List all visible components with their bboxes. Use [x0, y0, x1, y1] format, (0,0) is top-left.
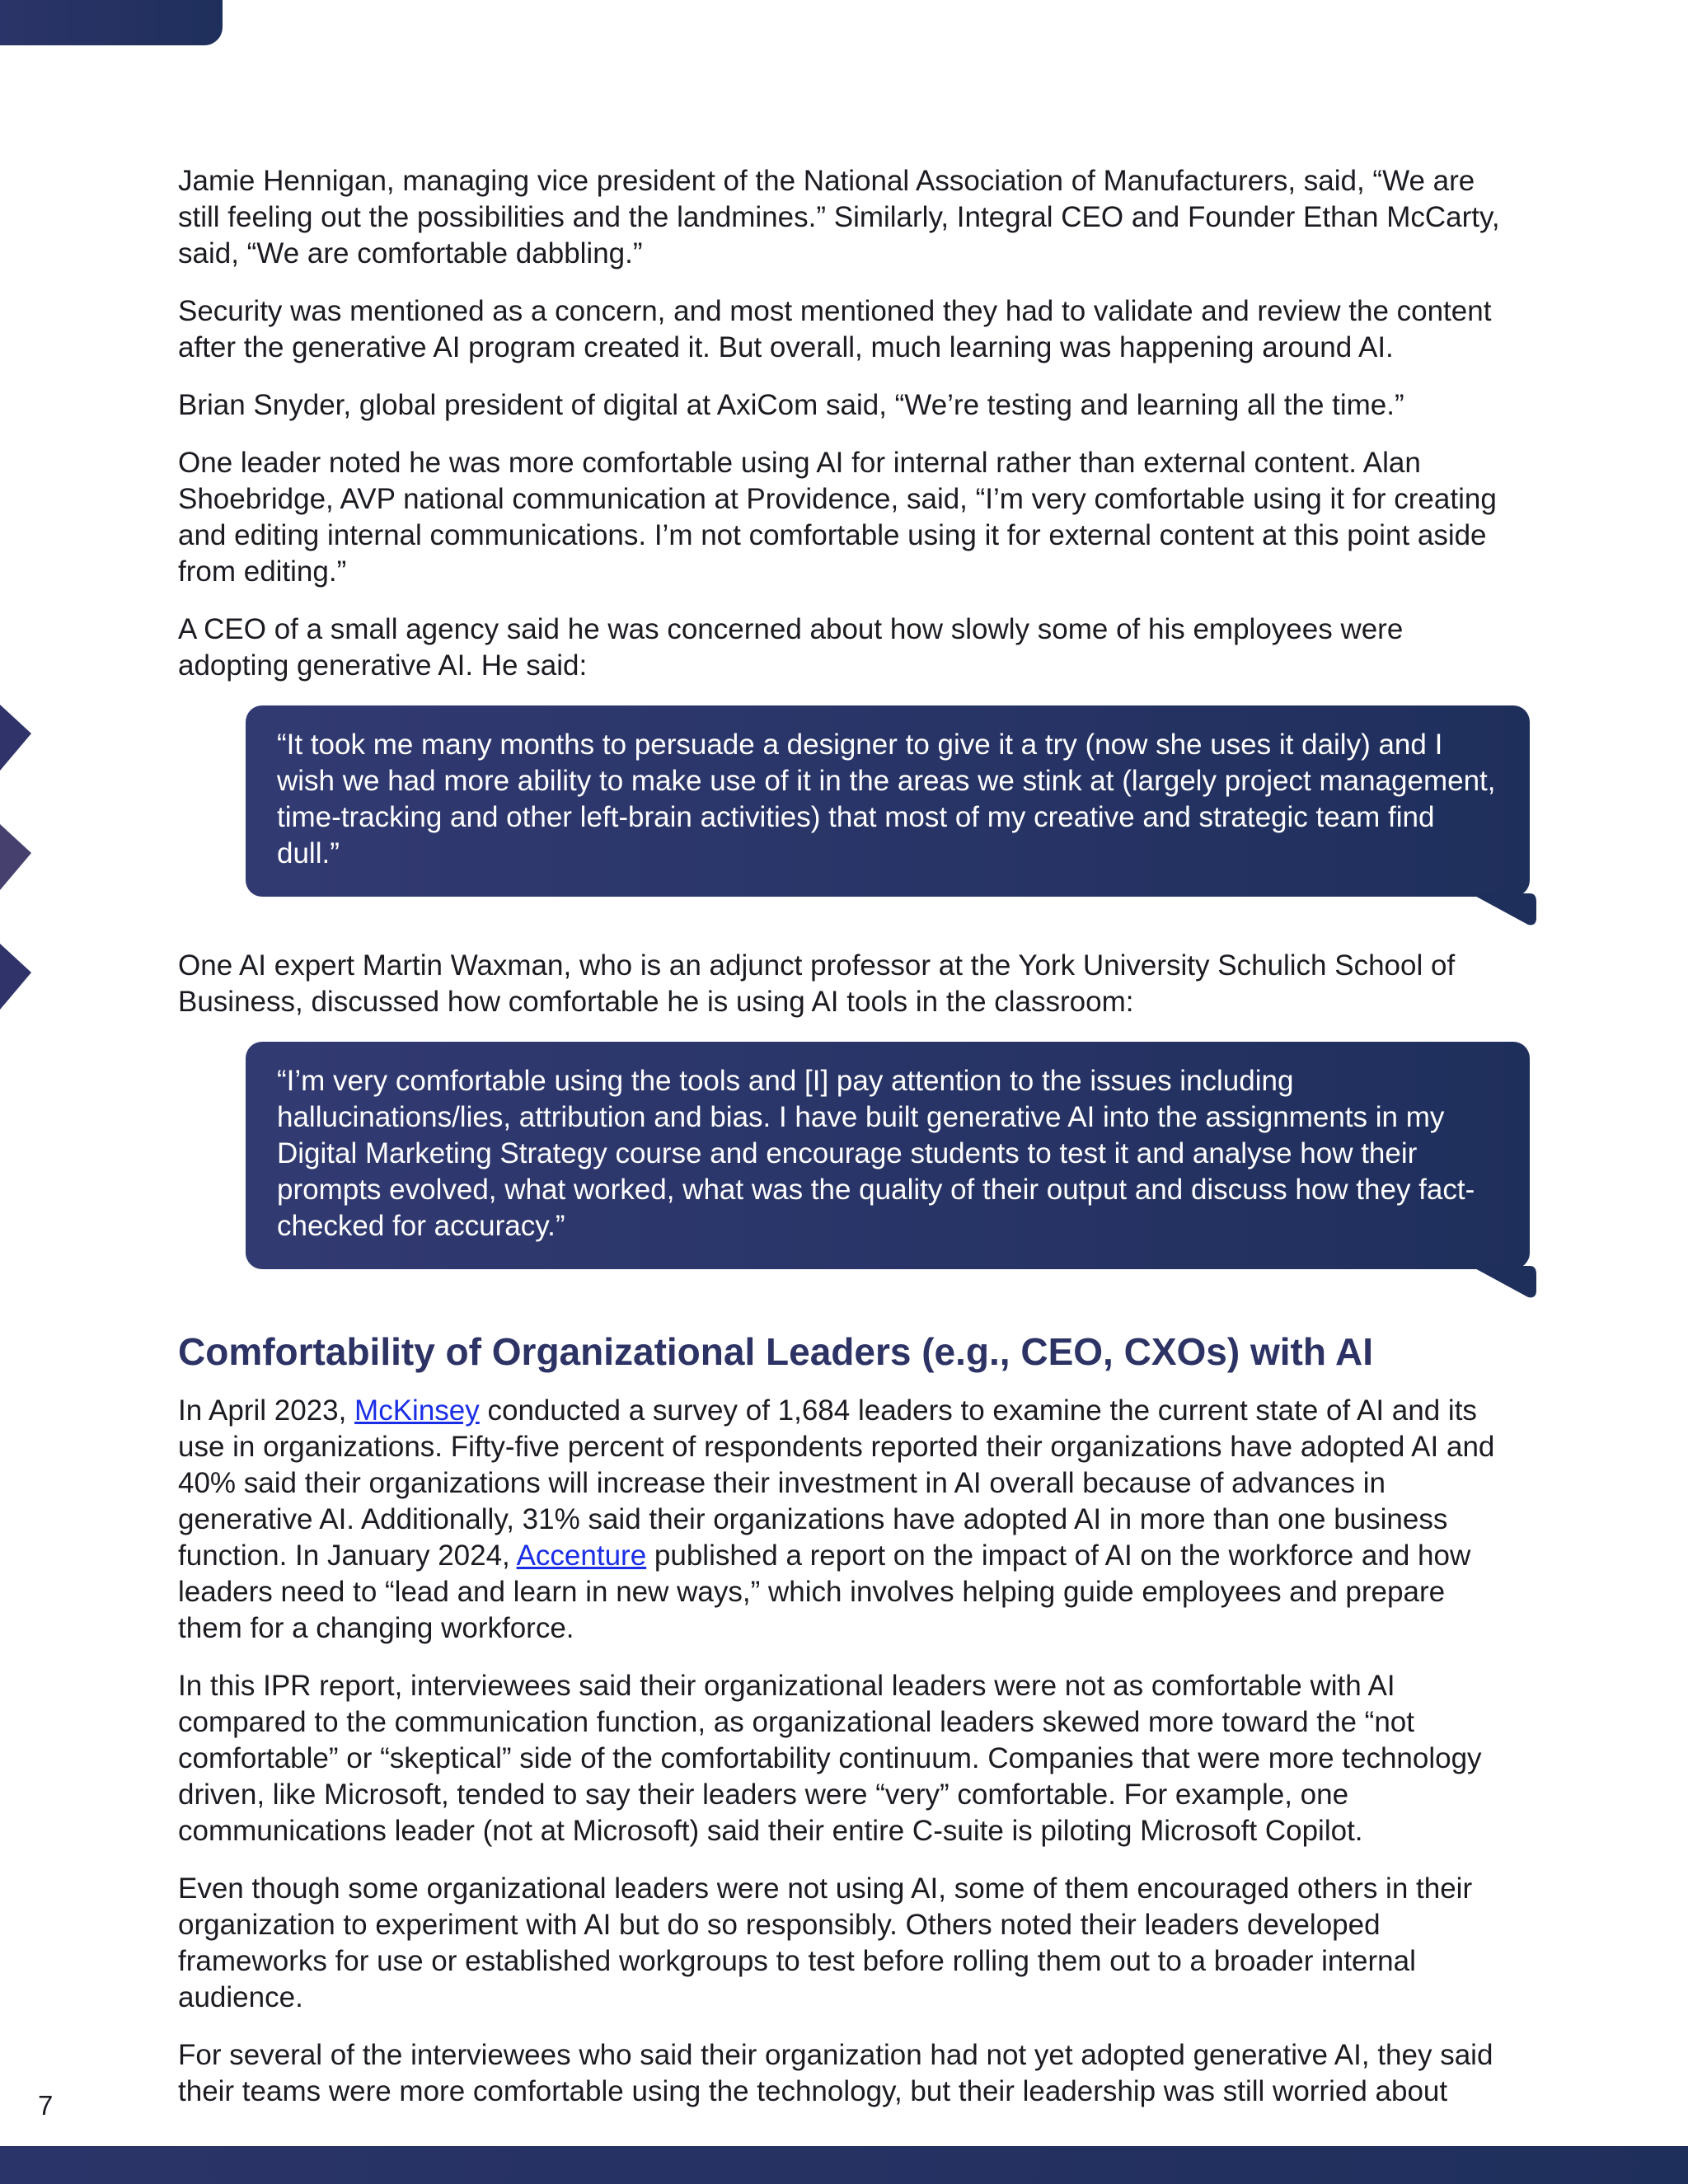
quote-text: “I’m very comfortable using the tools and [I] pay attention to the issues including hallucinations/lies, attribution and bias. I have built generative AI into the assignments in my Digital Marketing Strategy course and encourage students to test it and analyse how their prompts evolved, what worked, what was the quality of their output and discuss how they fact-checked for accuracy.”	[277, 1065, 1475, 1242]
quote-text: “It took me many months to persuade a designer to give it a try (now she uses it daily) and I wish we had more ability to make use of it in the areas we stink at (largely project management, time-tracking and other left-brain activities) that most of my creative and strategic team find dull.”	[277, 729, 1496, 869]
footer-bar-decoration	[0, 2146, 1688, 2184]
accenture-link[interactable]: Accenture	[516, 1540, 647, 1572]
paragraph: Brian Snyder, global president of digital at AxiCom said, “We’re testing and learning all the time.”	[178, 389, 1404, 421]
paragraph: For several of the interviewees who said their organization had not yet adopted generative AI, they said their teams were more comfortable using the technology, but their leadership was still worried about	[178, 2039, 1493, 2107]
speech-bubble-tail	[1470, 893, 1536, 926]
page-content	[178, 163, 1513, 2131]
paragraph: One AI expert Martin Waxman, who is an adjunct professor at the York University Schulich School of Business, discussed how comfortable he is using AI tools in the classroom:	[178, 949, 1456, 1018]
page-number: 7	[38, 2090, 54, 2121]
text-run: In April 2023,	[178, 1394, 355, 1427]
paragraph: In this IPR report, interviewees said their organizational leaders were not as comfortable with AI compared to the communication function, as organizational leaders skewed more toward the “not comfortable” or “skeptical” side of the comfortability continuum. Companies that were more technology driven, like Microsoft, tended to say their leaders were “very” comfortable. For example, one communications leader (not at Microsoft) said their entire C-suite is piloting Microsoft Copilot.	[178, 1670, 1482, 1847]
paragraph: Security was mentioned as a concern, and most mentioned they had to validate and review the content after the generative AI program created it. But overall, much learning was happening around AI.	[178, 295, 1492, 363]
pull-quote	[246, 1042, 1530, 1269]
paragraph: Even though some organizational leaders were not using AI, some of them encouraged others in their organization to experiment with AI but do so responsibly. Others noted their leaders developed frameworks for use or established workgroups to test before rolling them out to a broader internal audience.	[178, 1872, 1473, 2013]
text-run: published a report on the impact of AI on the workforce and how leaders need to “lead and learn in new ways,” which involves helping guide employees and prepare them for a changing workforce.	[178, 1540, 1471, 1644]
chevron-right-icon	[0, 705, 31, 771]
paragraph: A CEO of a small agency said he was concerned about how slowly some of his employees were adopting generative AI. He said:	[178, 613, 1404, 682]
chevron-right-icon	[0, 824, 31, 890]
mckinsey-link[interactable]: McKinsey	[354, 1394, 480, 1427]
paragraph: One leader noted he was more comfortable using AI for internal rather than external content. Alan Shoebridge, AVP national communication at Providence, said, “I’m very comfortable using it for creating and editing internal communications. I’m not comfortable using it for external content at this point aside from editing.”	[178, 447, 1497, 588]
paragraph	[178, 1393, 1513, 1647]
side-chevrons-decoration	[0, 705, 58, 1051]
header-tab-decoration	[0, 0, 223, 45]
speech-bubble-tail	[1470, 1266, 1536, 1299]
pull-quote	[246, 705, 1530, 897]
text-run: conducted a survey of 1,684 leaders to examine the current state of AI and its use in organizations. Fifty-five percent of respondents reported their organizations have adopted AI and 40% said their organizations will increase their investment in AI overall because of advances in generative AI. Additionally, 31% said their organizations have adopted AI in more than one business function. In January 2024,	[178, 1394, 1495, 1572]
chevron-right-icon	[0, 944, 31, 1010]
paragraph: Jamie Hennigan, managing vice president of the National Association of Manufacturers, said, “We are still feeling out the possibilities and the landmines.” Similarly, Integral CEO and Founder Ethan McCarty, said, “We are comfortable dabbling.”	[178, 165, 1500, 269]
section-heading: Comfortability of Organizational Leaders (e.g., CEO, CXOs) with AI	[178, 1330, 1374, 1373]
